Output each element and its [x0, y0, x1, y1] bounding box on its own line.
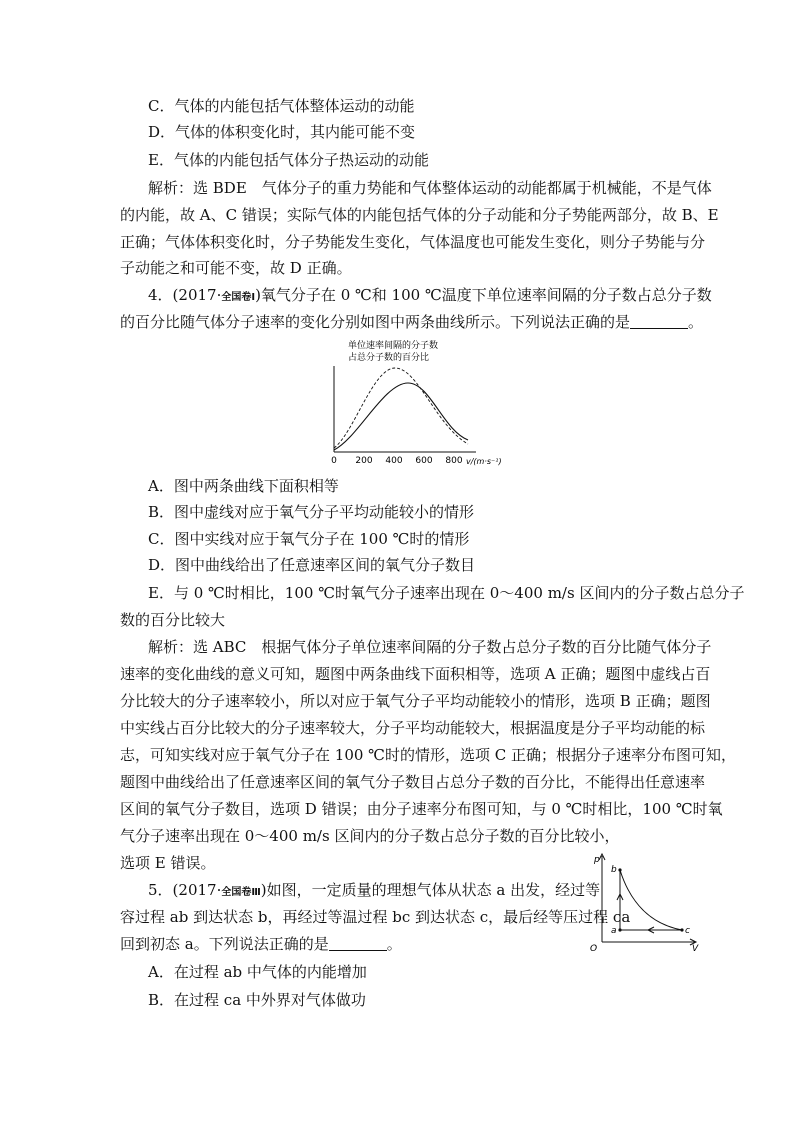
q4-stem-text: 的百分比随气体分子速率的变化分别如图中两条曲线所示。下列说法正确的是	[120, 313, 631, 331]
fig1-ylabel-line2: 占总分子数的百分比	[348, 353, 430, 363]
q5-stem-line3	[120, 934, 402, 954]
q5-stem-rest: )如图，一定质量的理想气体从状态 a 出发，经过等	[260, 881, 601, 899]
fig2-point-c	[680, 928, 683, 931]
q4-analysis-line: 解析：选 ABC 根据气体分子单位速率间隔的分子数占总分子数的百分比随气体分子	[148, 638, 712, 656]
q4-option-b: B．图中虚线对应于氧气分子平均动能较小的情形	[148, 503, 475, 521]
fig2-label-a: a	[611, 926, 617, 936]
q4-analysis-line: 速率的变化曲线的意义可知，题图中两条曲线下面积相等，选项 A 正确；题图中虚线占百	[120, 665, 711, 683]
q4-stem-end: 。	[688, 313, 704, 331]
q4-stem-rest: )氧气分子在 0 ℃和 100 ℃温度下单位速率间隔的分子数占总分子数	[255, 286, 712, 304]
fig2-label-c: c	[685, 926, 690, 936]
fig1-x-tick: 600	[415, 456, 433, 466]
q4-number: 4．(2017·	[148, 286, 222, 304]
q5-option-a: A．在过程 ab 中气体的内能增加	[148, 963, 367, 981]
fig2-origin-label: O	[590, 944, 598, 952]
q4-source: 全国卷Ⅰ	[221, 292, 256, 303]
q5-stem-text: 回到初态 a。下列说法正确的是	[120, 935, 329, 953]
q4-analysis-line: 题图中曲线给出了任意速率区间的氧气分子数目占总分子数的百分比，不能得出任意速率	[120, 773, 706, 791]
fig2-process-bc	[620, 870, 682, 930]
fig1-x-tick: 400	[385, 456, 403, 466]
fig2-point-a	[618, 928, 621, 931]
q4-stem-line2	[120, 312, 703, 332]
fig2-label-b: b	[611, 865, 617, 875]
q4-stem-line1	[148, 285, 712, 308]
q4-analysis-line: 气分子速率出现在 0～400 m/s 区间内的分子数占总分子数的百分比较小，	[120, 827, 620, 845]
q3-analysis-line: 解析：选 BDE 气体分子的重力势能和气体整体运动的动能都属于机械能，不是气体	[148, 179, 712, 197]
fig1-solid-curve	[334, 383, 468, 450]
q5-stem-line1	[148, 880, 600, 903]
fig2-point-b	[618, 868, 621, 871]
q4-analysis-line: 志，可知实线对应于氧气分子在 100 ℃时的情形，选项 C 正确；根据分子速率分布图可知，	[120, 746, 736, 764]
q5-option-b: B．在过程 ca 中外界对气体做功	[148, 991, 366, 1009]
q4-option-d: D．图中曲线给出了任意速率区间的氧气分子数目	[148, 556, 476, 574]
fig1-x-tick: 800	[445, 456, 463, 466]
pv-diagram-figure	[586, 850, 702, 952]
q4-option-e-cont: 数的百分比较大	[120, 611, 226, 629]
q5-source: 全国卷Ⅲ	[221, 887, 261, 898]
q3-analysis-line: 的内能，故 A、C 错误；实际气体的内能包括气体的分子动能和分子势能两部分，故 B、E	[120, 206, 719, 224]
q4-option-a: A．图中两条曲线下面积相等	[148, 477, 339, 495]
q3-option-e: E．气体的内能包括气体分子热运动的动能	[148, 151, 429, 169]
answer-blank	[630, 314, 688, 329]
fig1-x-tick: 0	[331, 456, 337, 466]
fig2-p-label: p	[594, 855, 600, 865]
q4-analysis-line: 区间的氧气分子数目，选项 D 错误；由分子速率分布图可知，与 0 ℃时相比，100 ℃时氧	[120, 800, 723, 818]
fig2-v-label: V	[692, 944, 699, 952]
q3-option-c: C．气体的内能包括气体整体运动的动能	[148, 97, 415, 115]
q4-option-c: C．图中实线对应于氧气分子在 100 ℃时的情形	[148, 530, 470, 548]
fig1-ylabel-line1: 单位速率间隔的分子数	[348, 341, 439, 351]
speed-distribution-figure	[318, 338, 518, 470]
fig1-dashed-curve	[334, 368, 468, 448]
fig1-x-tick: 200	[355, 456, 373, 466]
q3-analysis-line: 子动能之和可能不变，故 D 正确。	[120, 259, 352, 277]
q3-option-d: D．气体的体积变化时，其内能可能不变	[148, 123, 416, 141]
q3-analysis-line: 正确；气体体积变化时，分子势能发生变化，气体温度也可能发生变化，则分子势能与分	[120, 233, 706, 251]
q4-analysis-line: 分比较大的分子速率较小，所以对应于氧气分子平均动能较小的情形，选项 B 正确；题图	[120, 692, 711, 710]
q4-analysis-line: 选项 E 错误。	[120, 854, 216, 872]
q5-stem-line2: 容过程 ab 到达状态 b，再经过等温过程 bc 到达状态 c，最后经等压过程 ca	[120, 908, 631, 926]
answer-blank	[329, 936, 387, 951]
fig1-x-label: v/(m·s⁻¹)	[466, 457, 502, 466]
q4-analysis-line: 中实线占百分比较大的分子速率较大，分子平均动能较大，根据温度是分子平均动能的标	[120, 719, 706, 737]
q4-option-e: E．与 0 ℃时相比，100 ℃时氧气分子速率出现在 0～400 m/s 区间内的分子数占总分子	[148, 584, 745, 602]
q5-number: 5．(2017·	[148, 881, 222, 899]
q5-stem-end: 。	[386, 935, 402, 953]
